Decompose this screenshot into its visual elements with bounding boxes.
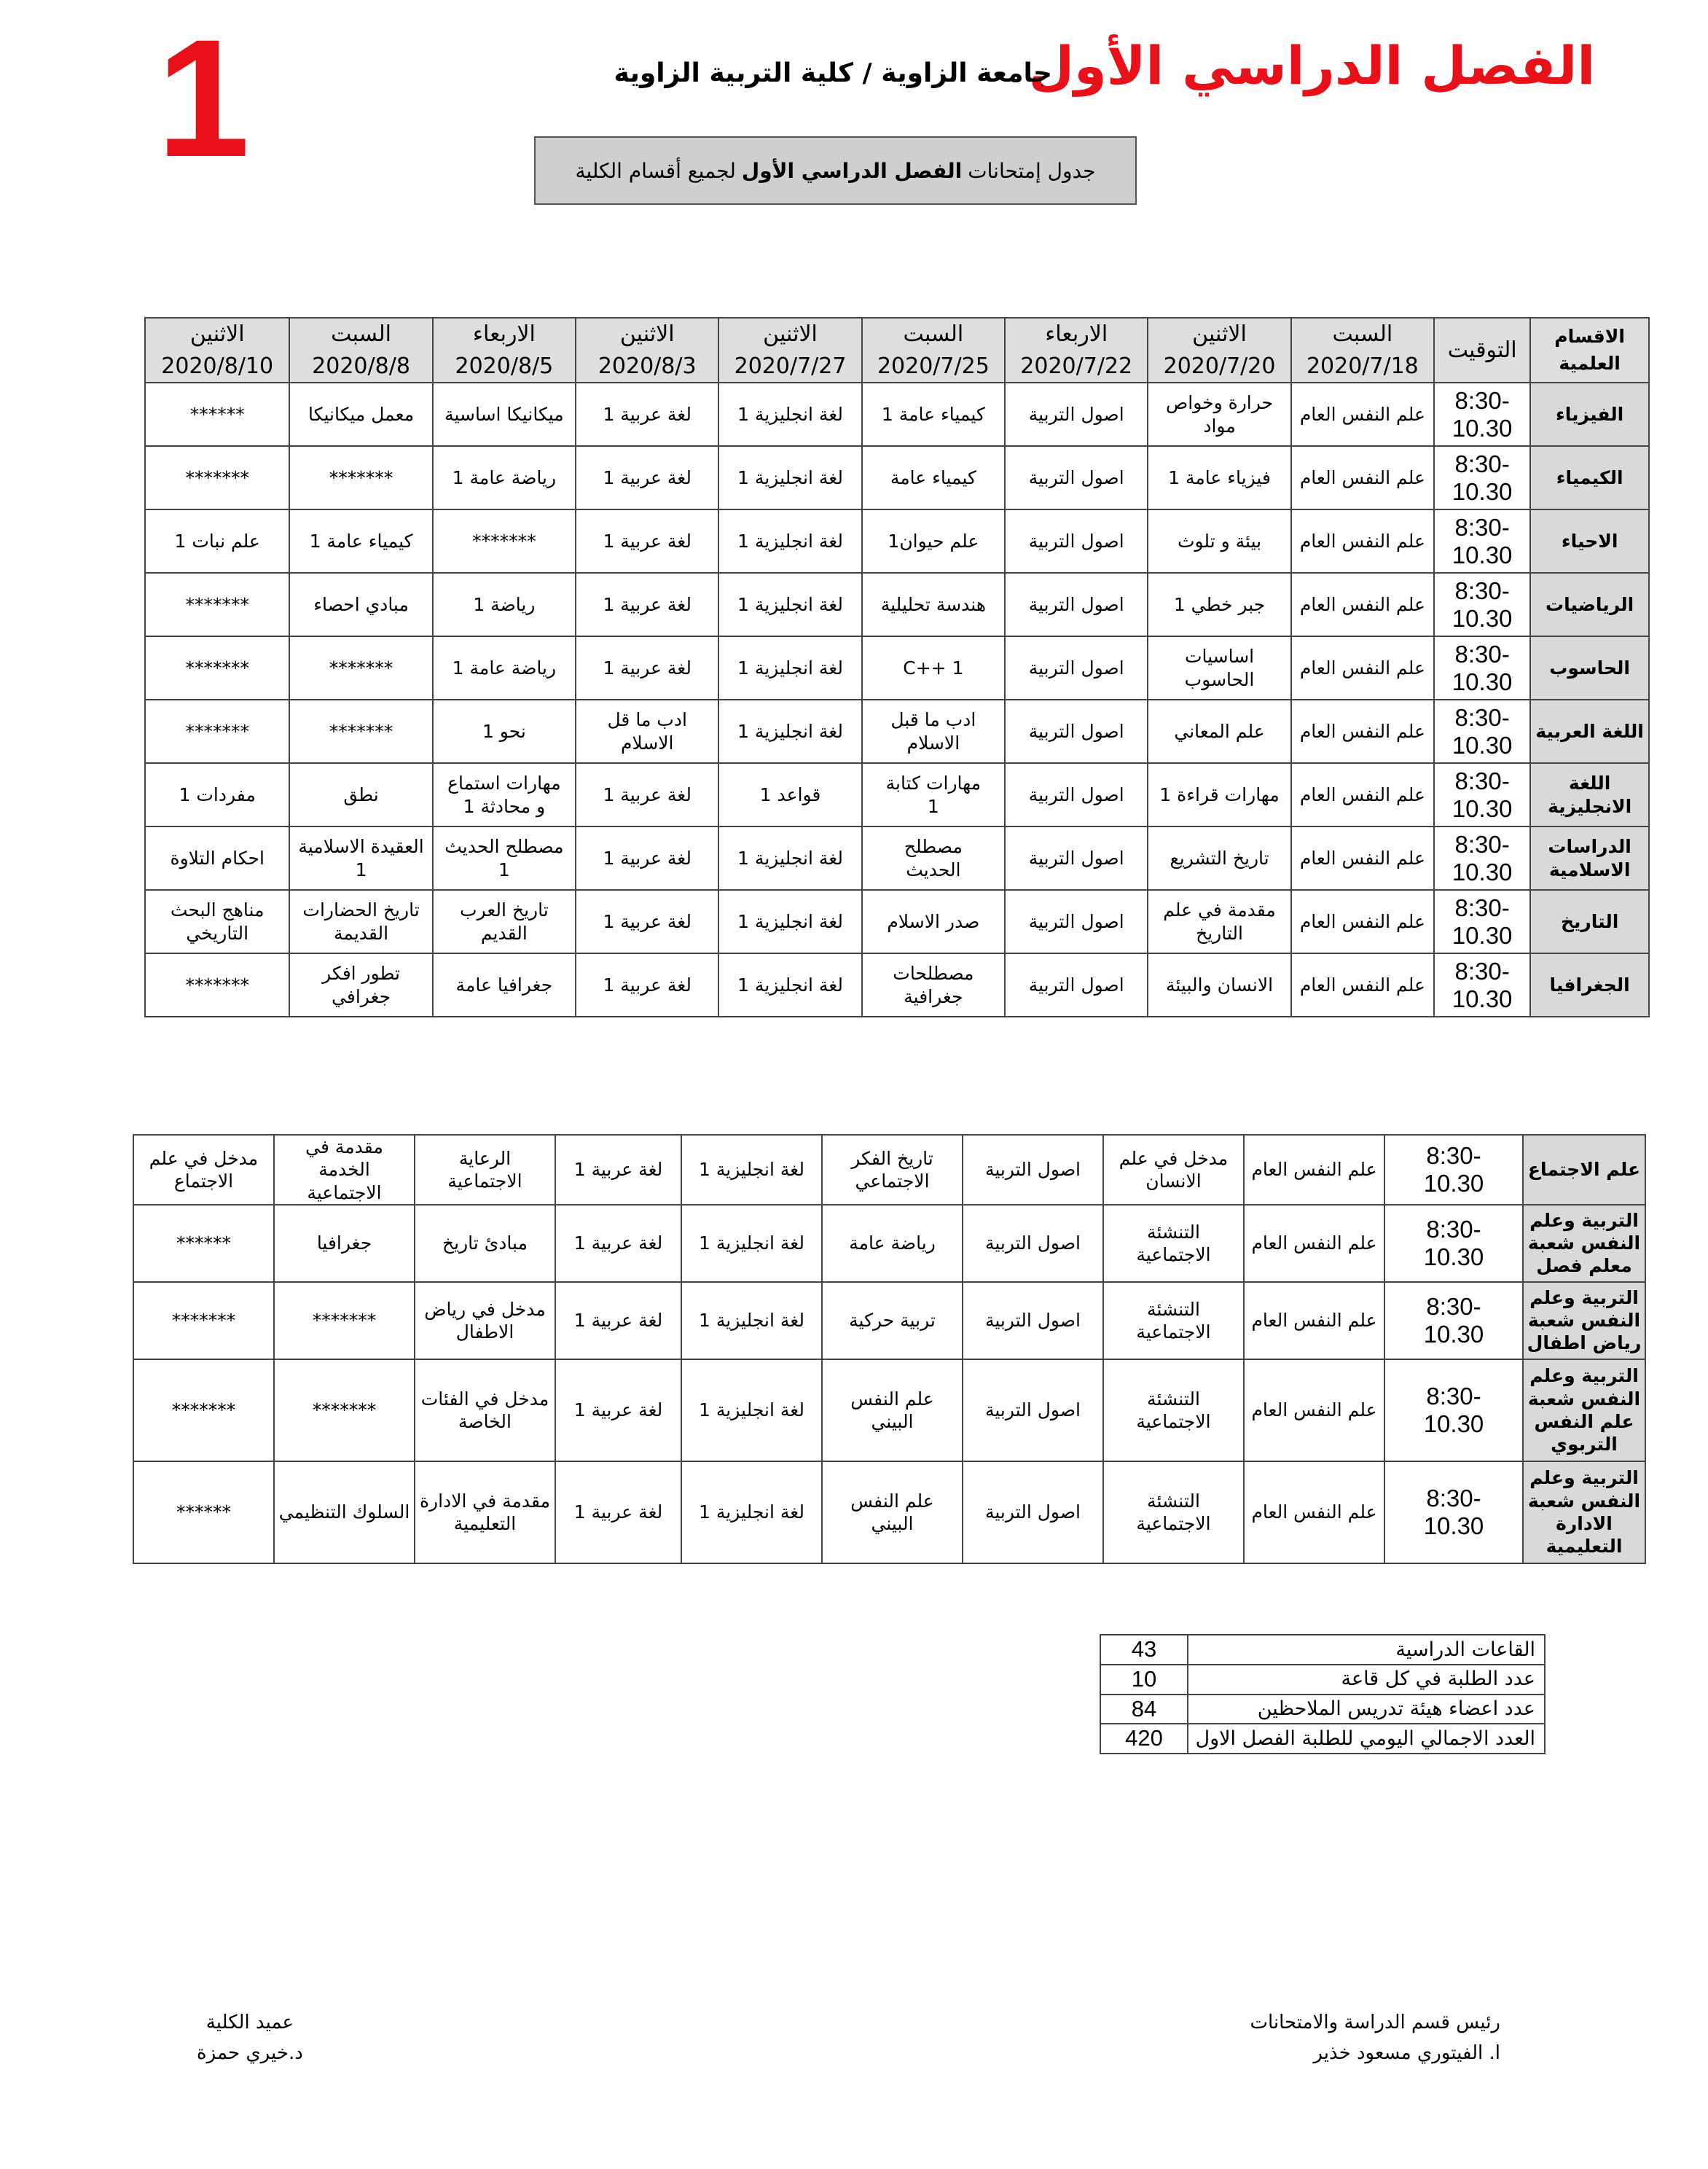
exam-cell: اصول التربية xyxy=(1005,446,1148,509)
exam-cell: لغة انجليزية 1 xyxy=(718,573,861,636)
day-header xyxy=(718,318,861,383)
time-cell: 8:30- 10.30 xyxy=(1384,1135,1523,1205)
exam-cell: تاريخ الحضارات القديمة xyxy=(289,890,432,953)
dept-cell: الرياضيات xyxy=(1530,573,1649,636)
exam-cell: لغة انجليزية 1 xyxy=(718,509,861,573)
day-name: الاثنين xyxy=(1192,321,1247,347)
dept-cell: الجغرافيا xyxy=(1530,953,1649,1017)
table-row xyxy=(145,890,1649,953)
day-name: الاربعاء xyxy=(1045,321,1108,347)
exam-cell: لغة انجليزية 1 xyxy=(681,1205,822,1282)
table-row xyxy=(133,1135,1645,1205)
exam-cell: علم النفس العام xyxy=(1291,763,1434,826)
exam-cell: مقدمة في الادارة التعليمية xyxy=(415,1461,555,1563)
stats-row xyxy=(1100,1695,1545,1724)
exam-cell: لغة انجليزية 1 xyxy=(681,1461,822,1563)
exam-cell: ******* xyxy=(133,1282,274,1359)
exam-cell: ******* xyxy=(145,573,289,636)
day-header xyxy=(289,318,432,383)
stats-value: 84 xyxy=(1100,1695,1188,1724)
table-row xyxy=(133,1461,1645,1563)
exam-cell: مصطلحات جغرافية xyxy=(862,953,1005,1017)
exam-cell: علم النفس العام xyxy=(1291,446,1434,509)
exam-cell: جبر خطي 1 xyxy=(1148,573,1290,636)
exam-cell: لغة عربية 1 xyxy=(576,763,718,826)
exam-cell: التنشئة الاجتماعية xyxy=(1103,1461,1244,1563)
exam-cell: لغة انجليزية 1 xyxy=(681,1282,822,1359)
day-header xyxy=(433,318,576,383)
exam-cell: اصول التربية xyxy=(963,1282,1103,1359)
exam-cell: مدخل في علم الانسان xyxy=(1103,1135,1244,1205)
time-cell: 8:30- 10.30 xyxy=(1384,1461,1523,1563)
day-date: 2020/8/3 xyxy=(598,353,697,379)
subtitle-box xyxy=(534,136,1137,205)
exam-cell: علم النفس العام xyxy=(1291,509,1434,573)
subtitle-suffix: لجميع أقسام الكلية xyxy=(575,158,736,183)
exam-cell: مقدمة في علم التاريخ xyxy=(1148,890,1290,953)
head-name: ا. الفيتوري مسعود خذير xyxy=(1313,2041,1500,2064)
stats-value: 420 xyxy=(1100,1724,1188,1754)
exam-cell: لغة عربية 1 xyxy=(576,383,718,446)
day-name: الاثنين xyxy=(619,321,675,347)
exam-cell: حرارة وخواص مواد xyxy=(1148,383,1290,446)
dept-cell: التربية وعلم النفس شعبة الادارة التعليمية xyxy=(1523,1461,1645,1563)
exam-cell: مهارات كتابة 1 xyxy=(862,763,1005,826)
dept-cell: الكيمياء xyxy=(1530,446,1649,509)
exam-cell: ميكانيكا اساسية xyxy=(433,383,576,446)
time-header: التوقيت xyxy=(1434,318,1530,383)
day-header xyxy=(862,318,1005,383)
exam-cell: صدر الاسلام xyxy=(862,890,1005,953)
exam-cell: علم النفس العام xyxy=(1291,953,1434,1017)
dept-cell: التربية وعلم النفس شعبة رياض اطفال xyxy=(1523,1282,1645,1359)
day-date: 2020/7/25 xyxy=(877,353,990,379)
exam-cell: لغة انجليزية 1 xyxy=(718,953,861,1017)
day-name: السبت xyxy=(1332,321,1393,347)
table-row xyxy=(145,383,1649,446)
dept-cell: الفيزياء xyxy=(1530,383,1649,446)
exam-cell: اصول التربية xyxy=(963,1359,1103,1461)
exam-cell: علم النفس العام xyxy=(1244,1359,1384,1461)
day-header xyxy=(1005,318,1148,383)
dean-name: د.خيري حمزة xyxy=(197,2041,303,2064)
exam-cell: مقدمة في الخدمة الاجتماعية xyxy=(274,1135,415,1205)
exam-cell: السلوك التنظيمي xyxy=(274,1461,415,1563)
exam-cell: ******* xyxy=(274,1359,415,1461)
dept-cell: الدراسات الاسلامية xyxy=(1530,826,1649,890)
exam-cell: مدخل في الفئات الخاصة xyxy=(415,1359,555,1461)
exam-cell: تربية حركية xyxy=(822,1282,963,1359)
subtitle-prefix: جدول إمتحانات xyxy=(968,158,1096,183)
exam-cell: رياضة 1 xyxy=(433,573,576,636)
day-name: الاثنين xyxy=(189,321,245,347)
exam-cell: مصطلح الحديث xyxy=(862,826,1005,890)
exam-cell: علم النفس العام xyxy=(1291,383,1434,446)
exam-cell: ******* xyxy=(145,953,289,1017)
exam-cell: ادب ما قل الاسلام xyxy=(576,700,718,763)
time-cell: 8:30- 10.30 xyxy=(1384,1282,1523,1359)
time-cell: 8:30- 10.30 xyxy=(1434,573,1530,636)
exam-cell: التنشئة الاجتماعية xyxy=(1103,1282,1244,1359)
time-cell: 8:30- 10.30 xyxy=(1384,1205,1523,1282)
dept-header: الاقسام العلمية xyxy=(1530,318,1649,383)
table-row xyxy=(145,826,1649,890)
table-header-row xyxy=(145,318,1649,383)
day-name: السبت xyxy=(331,321,391,347)
stats-label: القاعات الدراسية xyxy=(1188,1635,1545,1665)
time-cell: 8:30- 10.30 xyxy=(1434,953,1530,1017)
exam-cell: علم النفس البيني xyxy=(822,1359,963,1461)
semester-title: الفصل الدراسي الأول xyxy=(1028,35,1595,96)
exam-cell: لغة عربية 1 xyxy=(555,1359,681,1461)
exam-cell: اصول التربية xyxy=(963,1135,1103,1205)
exam-cell: اصول التربية xyxy=(1005,383,1148,446)
table-row xyxy=(145,573,1649,636)
table-row xyxy=(145,700,1649,763)
exam-cell: ******* xyxy=(145,446,289,509)
dept-cell: التربية وعلم النفس شعبة علم النفس التربوي xyxy=(1523,1359,1645,1461)
exam-cell: العقيدة الاسلامية 1 xyxy=(289,826,432,890)
exam-cell: تاريخ العرب القديم xyxy=(433,890,576,953)
stats-label: عدد الطلبة في كل قاعة xyxy=(1188,1665,1545,1695)
exam-cell: علم المعاني xyxy=(1148,700,1290,763)
exam-cell: الرعاية الاجتماعية xyxy=(415,1135,555,1205)
exam-cell: اصول التربية xyxy=(963,1461,1103,1563)
exam-cell: اصول التربية xyxy=(963,1205,1103,1282)
exam-cell: مبادئ تاريخ xyxy=(415,1205,555,1282)
dean-title: عميد الكلية xyxy=(205,2012,294,2033)
exam-cell: اصول التربية xyxy=(1005,509,1148,573)
exam-cell: التنشئة الاجتماعية xyxy=(1103,1359,1244,1461)
exam-cell: لغة انجليزية 1 xyxy=(718,826,861,890)
subtitle-bold: الفصل الدراسي الأول xyxy=(741,158,963,183)
table-row xyxy=(145,763,1649,826)
dean-signature xyxy=(197,2008,303,2068)
exam-cell: التنشئة الاجتماعية xyxy=(1103,1205,1244,1282)
exam-cell: كيمياء عامة 1 xyxy=(862,383,1005,446)
exam-cell: ******* xyxy=(289,446,432,509)
exam-cell: اصول التربية xyxy=(1005,953,1148,1017)
table-row xyxy=(145,953,1649,1017)
day-date: 2020/7/20 xyxy=(1163,353,1276,379)
exam-cell: لغة عربية 1 xyxy=(576,953,718,1017)
exam-cell: قواعد 1 xyxy=(718,763,861,826)
stats-row xyxy=(1100,1635,1545,1665)
day-date: 2020/8/10 xyxy=(161,353,274,379)
education-schedule-table xyxy=(133,1134,1646,1564)
exam-cell: لغة عربية 1 xyxy=(576,509,718,573)
stats-label: عدد اعضاء هيئة تدريس الملاحظين xyxy=(1188,1695,1545,1724)
exam-cell: احكام التلاوة xyxy=(145,826,289,890)
exam-cell: اصول التربية xyxy=(1005,636,1148,700)
day-name: الاربعاء xyxy=(472,321,536,347)
exam-cell: مناهج البحث التاريخي xyxy=(145,890,289,953)
day-name: الاثنين xyxy=(763,321,818,347)
exam-cell: لغة انجليزية 1 xyxy=(718,700,861,763)
exam-cell: ****** xyxy=(133,1461,274,1563)
exam-cell: لغة عربية 1 xyxy=(576,636,718,700)
dept-cell: اللغة الانجليزية xyxy=(1530,763,1649,826)
dept-cell: اللغة العربية xyxy=(1530,700,1649,763)
exam-cell: كيمياء عامة 1 xyxy=(289,509,432,573)
day-date: 2020/8/5 xyxy=(455,353,554,379)
head-signature xyxy=(1250,2008,1500,2068)
exam-cell: لغة انجليزية 1 xyxy=(718,383,861,446)
time-cell: 8:30- 10.30 xyxy=(1434,826,1530,890)
exam-cell: اصول التربية xyxy=(1005,890,1148,953)
exam-cell: لغة عربية 1 xyxy=(576,890,718,953)
exam-cell: مبادي احصاء xyxy=(289,573,432,636)
exam-cell: لغة عربية 1 xyxy=(555,1205,681,1282)
exam-cell: رياضة عامة xyxy=(822,1205,963,1282)
exam-cell: لغة عربية 1 xyxy=(576,826,718,890)
exam-cell: ******* xyxy=(289,636,432,700)
exam-cell: علم نبات 1 xyxy=(145,509,289,573)
exam-cell: علم النفس البيني xyxy=(822,1461,963,1563)
stats-row xyxy=(1100,1665,1545,1695)
exam-cell: نطق xyxy=(289,763,432,826)
exam-cell: علم النفس العام xyxy=(1291,700,1434,763)
exam-cell: مفردات 1 xyxy=(145,763,289,826)
day-header xyxy=(1148,318,1290,383)
exam-cell: تاريخ التشريع xyxy=(1148,826,1290,890)
exam-cell: لغة عربية 1 xyxy=(555,1461,681,1563)
time-cell: 8:30- 10.30 xyxy=(1434,763,1530,826)
exam-cell: اصول التربية xyxy=(1005,573,1148,636)
exam-cell: مهارات قراءة 1 xyxy=(1148,763,1290,826)
dept-cell: علم الاجتماع xyxy=(1523,1135,1645,1205)
page-number: 1 xyxy=(157,4,250,192)
table-row xyxy=(145,509,1649,573)
time-cell: 8:30- 10.30 xyxy=(1434,446,1530,509)
exam-cell: تاريخ الفكر الاجتماعي xyxy=(822,1135,963,1205)
day-date: 2020/7/27 xyxy=(734,353,847,379)
exam-cell: رياضة عامة 1 xyxy=(433,636,576,700)
exam-cell: نحو 1 xyxy=(433,700,576,763)
university-name: جامعة الزاوية / كلية التربية الزاوية xyxy=(614,58,1052,88)
time-cell: 8:30- 10.30 xyxy=(1434,383,1530,446)
day-header xyxy=(576,318,718,383)
exam-cell: ******* xyxy=(145,636,289,700)
exam-cell: علم النفس العام xyxy=(1291,573,1434,636)
day-name: السبت xyxy=(903,321,964,347)
exam-cell: ادب ما قبل الاسلام xyxy=(862,700,1005,763)
time-cell: 8:30- 10.30 xyxy=(1434,890,1530,953)
exam-cell: معمل ميكانيكا xyxy=(289,383,432,446)
exam-cell: مدخل في رياض الاطفال xyxy=(415,1282,555,1359)
time-cell: 8:30- 10.30 xyxy=(1434,509,1530,573)
exam-cell: لغة انجليزية 1 xyxy=(718,636,861,700)
exam-cell: لغة انجليزية 1 xyxy=(681,1359,822,1461)
exam-cell: ******* xyxy=(289,700,432,763)
exam-cell: ******* xyxy=(274,1282,415,1359)
main-schedule-table xyxy=(144,317,1650,1017)
exam-cell: علم النفس العام xyxy=(1291,890,1434,953)
exam-cell: اساسيات الحاسوب xyxy=(1148,636,1290,700)
dept-cell: الاحياء xyxy=(1530,509,1649,573)
exam-cell: هندسة تحليلية xyxy=(862,573,1005,636)
exam-cell: علم حيوان1 xyxy=(862,509,1005,573)
exam-cell: مصطلح الحديث 1 xyxy=(433,826,576,890)
exam-cell: تطور افكر جغرافي xyxy=(289,953,432,1017)
stats-label: العدد الاجمالي اليومي للطلبة الفصل الاول xyxy=(1188,1724,1545,1754)
exam-cell: مدخل في علم الاجتماع xyxy=(133,1135,274,1205)
exam-cell: علم النفس العام xyxy=(1244,1461,1384,1563)
exam-cell: لغة عربية 1 xyxy=(555,1135,681,1205)
exam-cell: ****** xyxy=(145,383,289,446)
day-header xyxy=(145,318,289,383)
exam-cell: C++ 1 xyxy=(862,636,1005,700)
exam-cell: رياضة عامة 1 xyxy=(433,446,576,509)
time-cell: 8:30- 10.30 xyxy=(1434,636,1530,700)
exam-cell: علم النفس العام xyxy=(1244,1205,1384,1282)
head-title: رئيس قسم الدراسة والامتحانات xyxy=(1250,2012,1500,2033)
exam-cell: الانسان والبيئة xyxy=(1148,953,1290,1017)
exam-cell: ****** xyxy=(133,1205,274,1282)
exam-cell: فيزياء عامة 1 xyxy=(1148,446,1290,509)
exam-cell: اصول التربية xyxy=(1005,763,1148,826)
dept-cell: التاريخ xyxy=(1530,890,1649,953)
dept-cell: التربية وعلم النفس شعبة معلم فصل xyxy=(1523,1205,1645,1282)
exam-cell: مهارات استماع و محادثة 1 xyxy=(433,763,576,826)
day-date: 2020/7/22 xyxy=(1020,353,1133,379)
stats-value: 10 xyxy=(1100,1665,1188,1695)
time-cell: 8:30- 10.30 xyxy=(1434,700,1530,763)
exam-cell: علم النفس العام xyxy=(1244,1135,1384,1205)
exam-cell: لغة عربية 1 xyxy=(576,573,718,636)
table-row xyxy=(145,636,1649,700)
day-date: 2020/8/8 xyxy=(312,353,410,379)
table-row xyxy=(145,446,1649,509)
time-cell: 8:30- 10.30 xyxy=(1384,1359,1523,1461)
exam-cell: علم النفس العام xyxy=(1291,826,1434,890)
exam-cell: لغة عربية 1 xyxy=(555,1282,681,1359)
exam-cell: علم النفس العام xyxy=(1291,636,1434,700)
exam-cell: لغة انجليزية 1 xyxy=(681,1135,822,1205)
exam-cell: لغة انجليزية 1 xyxy=(718,890,861,953)
exam-cell: بيئة و تلوث xyxy=(1148,509,1290,573)
table-row xyxy=(133,1205,1645,1282)
exam-cell: ******* xyxy=(145,700,289,763)
exam-cell: لغة انجليزية 1 xyxy=(718,446,861,509)
exam-cell: ******* xyxy=(133,1359,274,1461)
stats-table xyxy=(1100,1634,1546,1754)
exam-cell: جغرافيا عامة xyxy=(433,953,576,1017)
exam-cell: كيمياء عامة xyxy=(862,446,1005,509)
exam-cell: علم النفس العام xyxy=(1244,1282,1384,1359)
stats-row xyxy=(1100,1724,1545,1754)
day-date: 2020/7/18 xyxy=(1306,353,1419,379)
table-row xyxy=(133,1282,1645,1359)
exam-cell: جغرافيا xyxy=(274,1205,415,1282)
stats-value: 43 xyxy=(1100,1635,1188,1665)
table-row xyxy=(133,1359,1645,1461)
exam-cell: ******* xyxy=(433,509,576,573)
exam-cell: لغة عربية 1 xyxy=(576,446,718,509)
exam-cell: اصول التربية xyxy=(1005,826,1148,890)
day-header xyxy=(1291,318,1434,383)
exam-cell: اصول التربية xyxy=(1005,700,1148,763)
dept-cell: الحاسوب xyxy=(1530,636,1649,700)
